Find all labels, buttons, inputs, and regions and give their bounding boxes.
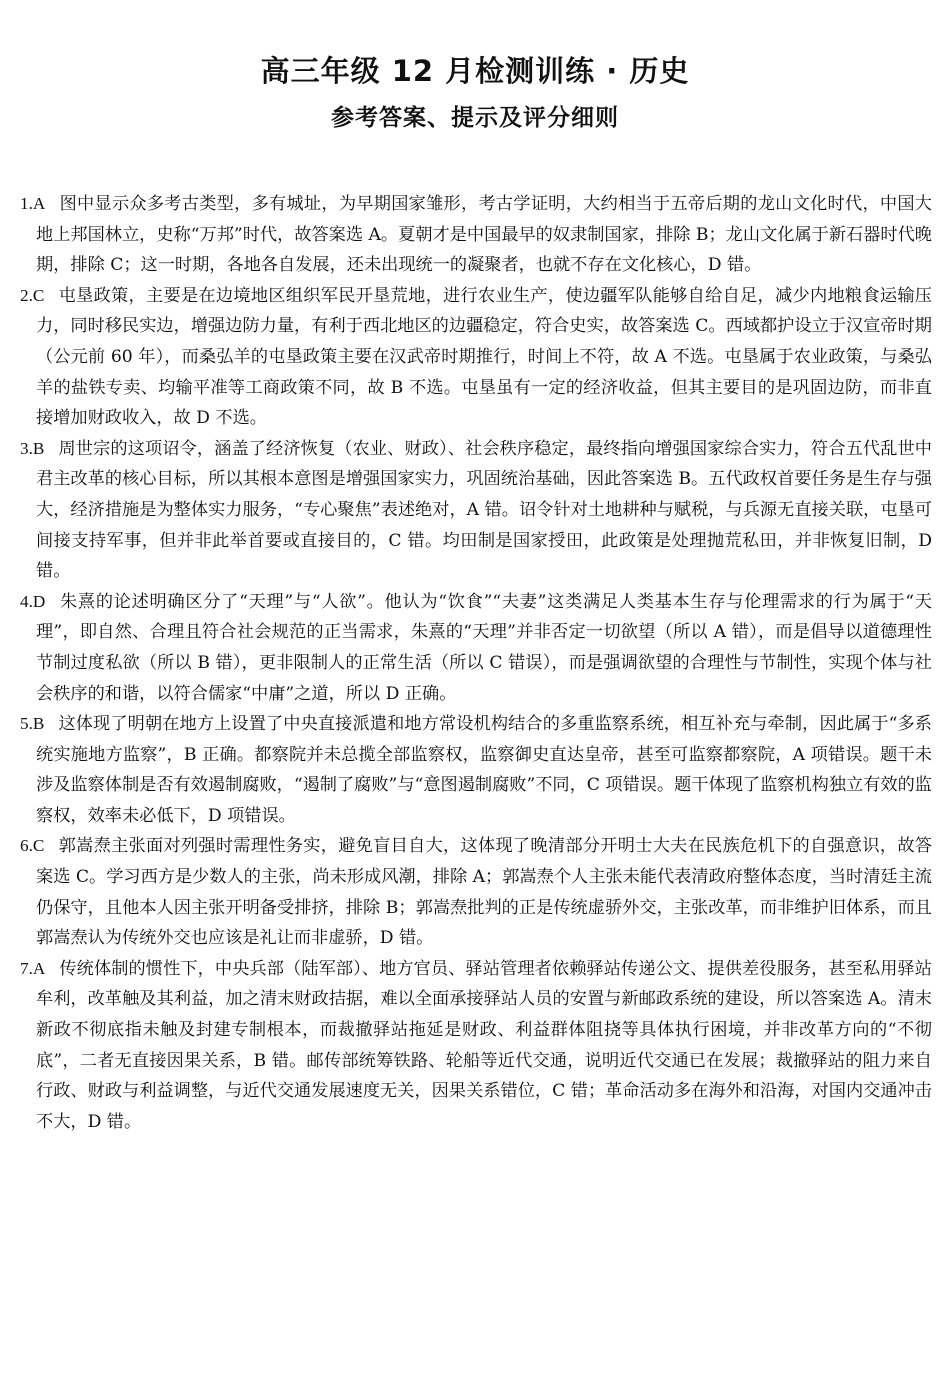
answer-item-3 [20,434,932,587]
answer-list [20,189,932,1332]
answer-explanation: 屯垦政策，主要是在边境地区组织军民开垦荒地，进行农业生产，使边疆军队能够自给自足，减少内地粮食运输压力，同时移民实边，增强边防力量，有利于西北地区的边疆稳定，符合史实，故答案选 C。西域都护设立于汉宣帝时期（公元前 60 年），而桑弘羊的屯垦政策主要在汉武帝时期推行，时间上不符，故 A 不选。屯垦属于农业政策，与桑弘羊的盐铁专卖、均输平准等工商政策不同，故 B 不选。屯垦虽有一定的经济收益，但其主要目的是巩固边防，而非直接增加财政收入，故 D 不选。 [36,285,932,429]
answer-explanation: 朱熹的论述明确区分了“天理”与“人欲”。他认为“饮食”“夫妻”这类满足人类基本生存与伦理需求的行为属于“天理”，即自然、合理且符合社会规范的正当需求，朱熹的“天理”并非否定一切欲望（所以 A 错），而是倡导以道德理性节制过度私欲（所以 B 错），更非限制人的正常生活（所以 C 错误），而是强调欲望的合理性与节制性，实现个体与社会秩序的和谐，以符合儒家“中庸”之道，所以 D 正确。 [36,591,932,704]
answer-number: 2.C [20,285,45,305]
answer-item-5 [20,709,932,831]
answer-item-2 [20,281,932,434]
page-subtitle: 参考答案、提示及评分细则 [331,105,619,131]
answer-item-4 [20,587,932,709]
answer-number: 3.B [20,438,45,458]
answer-explanation: 图中显示众多考古类型，多有城址，为早期国家雏形，考古学证明，大约相当于五帝后期的龙山文化时代，中国大地上邦国林立，史称“万邦”时代，故答案选 A。夏朝才是中国最早的奴隶制国家，排除 B；龙山文化属于新石器时代晚期，排除 C；这一时期，各地各自发展，还未出现统一的凝聚者，也就不存在文化核心，D 错。 [36,194,932,276]
answer-number: 5.B [20,714,45,734]
answer-number: 4.D [20,591,46,611]
answer-explanation: 郭嵩焘主张面对列强时需理性务实，避免盲目自大，这体现了晚清部分开明士大夫在民族危机下的自强意识，故答案选 C。学习西方是少数人的主张，尚未形成风潮，排除 A；郭嵩焘个人主张未能代表清政府整体态度，当时清廷主流仍保守，且他本人因主张开明备受排挤，排除 B；郭嵩焘批判的正是传统虚骄外交，主张改革，而非维护旧体系，而且郭嵩焘认为传统外交也应该是礼让而非虚骄，D 错。 [36,836,932,949]
answer-item-1 [20,189,932,281]
answer-explanation: 传统体制的惯性下，中央兵部（陆军部）、地方官员、驿站管理者依赖驿站传递公文、提供差役服务，甚至私用驿站牟利，改革触及其利益，加之清末财政拮据，难以全面承接驿站人员的安置与新邮政系统的建设，所以答案选 A。清末新政不彻底指未触及封建专制根本，而裁撤驿站拖延是财政、利益群体阻挠等具体执行困境，并非改革方向的“不彻底”，二者无直接因果关系，B 错。邮传部统筹铁路、轮船等近代交通，说明近代交通已在发展；裁撤驿站的阻力来自行政、财政与利益调整，与近代交通发展速度无关，因果关系错位，C 错；革命活动多在海外和沿海，对国内交通冲击不大，D 错。 [36,958,932,1132]
page-title: 高三年级 12 月检测训练 · 历史 [260,54,690,88]
answer-item-7 [20,954,932,1138]
answer-number: 7.A [20,958,46,978]
answer-number: 1.A [20,194,46,213]
answer-item-6 [20,831,932,953]
answer-number: 6.C [20,836,45,856]
answer-explanation: 周世宗的这项诏令，涵盖了经济恢复（农业、财政）、社会秩序稳定，最终指向增强国家综合实力，符合五代乱世中君主改革的核心目标，所以其根本意图是增强国家实力，巩固统治基础，因此答案选 B。五代政权首要任务是生存与强大，经济措施是为整体实力服务，“专心聚焦”表述绝对，A 错。诏令针对土地耕种与赋税，与兵源无直接关联，屯垦可间接支持军事，但并非此举首要或直接目的，C 错。均田制是国家授田，此政策是处理抛荒私田，并非恢复旧制，D 错。 [36,438,932,582]
answer-explanation: 这体现了明朝在地方上设置了中央直接派遣和地方常设机构结合的多重监察系统，相互补充与牵制，因此属于“多系统实施地方监察”，B 正确。都察院并未总揽全部监察权，监察御史直达皇帝，甚至可监察都察院，A 项错误。题干未涉及监察体制是否有效遏制腐败，“遏制了腐败”与“意图遏制腐败”不同，C 项错误。题干体现了监察机构独立有效的监察权，效率未必低下，D 项错误。 [36,714,932,826]
